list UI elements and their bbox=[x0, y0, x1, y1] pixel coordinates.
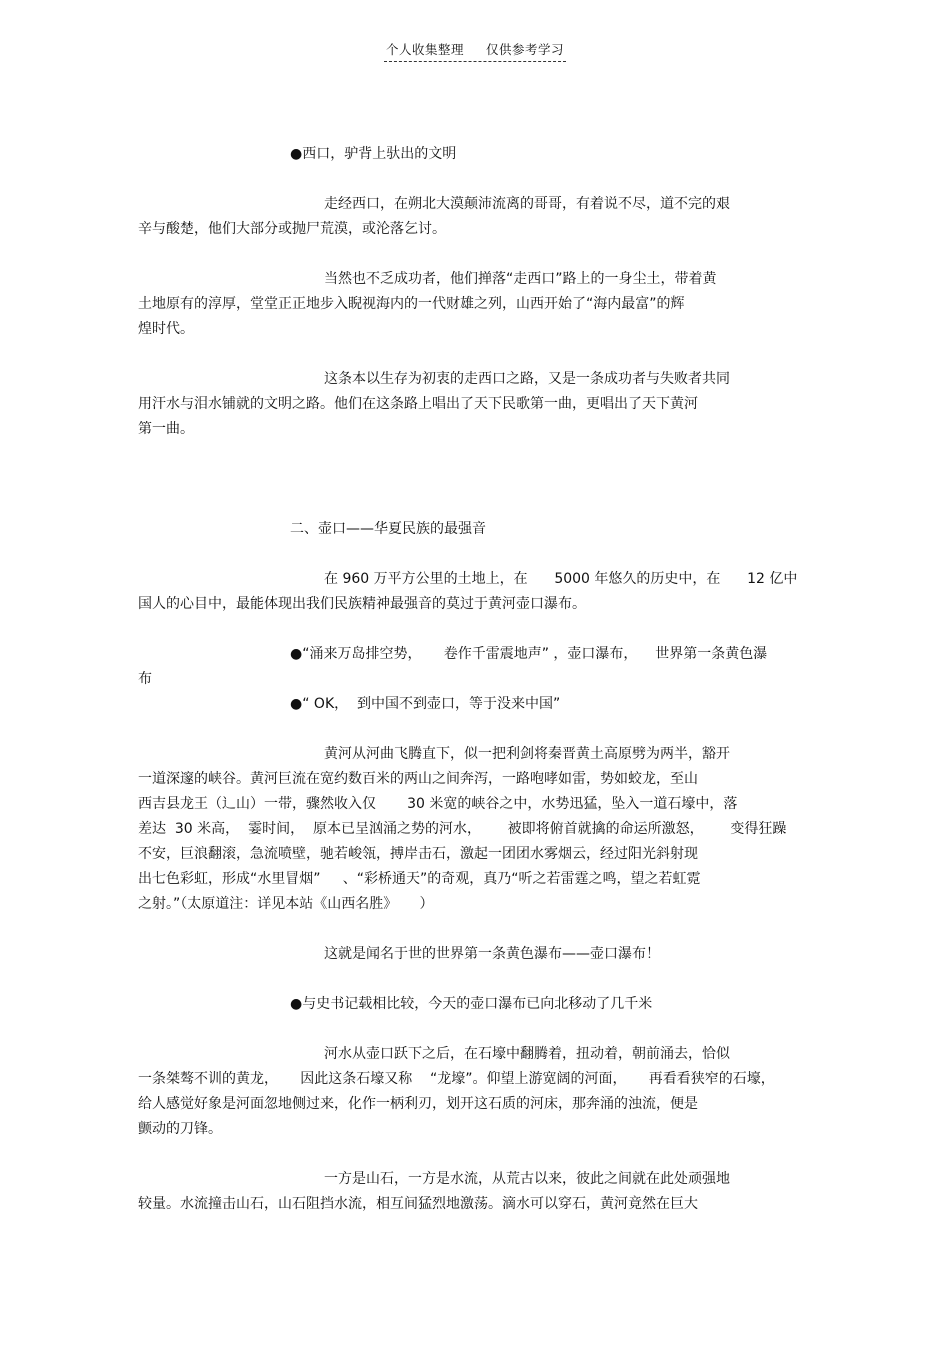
bullet-line: ●与史书记载相比较，今天的壶口瀑布已向北移动了几千米 bbox=[290, 996, 653, 1012]
paragraph-line: 河水从壶口跃下之后，在石壕中翻腾着，扭动着，朝前涌去，恰似 bbox=[324, 1046, 730, 1062]
paragraph-line: 之射。”（太原道注：详见本站《山西名胜》 ） bbox=[138, 896, 434, 912]
paragraph-line: 走经西口，在朔北大漠颠沛流离的哥哥，有着说不尽，道不完的艰 bbox=[324, 196, 730, 212]
paragraph-line: 较量。水流撞击山石，山石阻挡水流，相互间猛烈地激荡。滴水可以穿石，黄河竟然在巨大 bbox=[138, 1196, 698, 1212]
paragraph-line: 西吉县龙王（辶山）一带，骤然收入仅 30 米宽的峡谷之中，水势迅猛，坠入一道石壕中，落 bbox=[138, 796, 738, 812]
page-header bbox=[0, 40, 950, 62]
paragraph-line: 国人的心目中，最能体现出我们民族精神最强音的莫过于黄河壶口瀑布。 bbox=[138, 596, 586, 612]
paragraph-line: 不安，巨浪翻滚，急流喷壁，驰若峻瓴，搏岸击石，激起一团团水雾烟云，经过阳光斜射现 bbox=[138, 846, 698, 862]
paragraph-line: 在 960 万平方公里的土地上，在 5000 年悠久的历史中，在 12 亿中 bbox=[324, 571, 798, 587]
header-underline bbox=[384, 40, 566, 62]
paragraph-line: 第一曲。 bbox=[138, 421, 194, 437]
header-right-text: 仅供参考学习 bbox=[486, 42, 565, 57]
header-left-text: 个人收集整理 bbox=[385, 42, 464, 57]
paragraph-line: 土地原有的淳厚，堂堂正正地步入睨视海内的一代财雄之列，山西开始了“海内最富”的辉 bbox=[138, 296, 685, 312]
paragraph-line: 出七色彩虹，形成“水里冒烟” 、“彩桥通天”的奇观，真乃“听之若雷霆之鸣，望之若虹霓 bbox=[138, 871, 701, 887]
paragraph-line: 颤动的刀锋。 bbox=[138, 1121, 222, 1137]
paragraph-line: 差达 30 米高， 霎时间， 原本已呈汹涌之势的河水， 被即将俯首就擒的命运所激怒， 变得狂躁 bbox=[138, 821, 787, 837]
paragraph-line: 用汗水与泪水铺就的文明之路。他们在这条路上唱出了天下民歌第一曲，更唱出了天下黄河 bbox=[138, 396, 698, 412]
paragraph-line: 煌时代。 bbox=[138, 321, 194, 337]
section-heading-hukou: 二、壶口——华夏民族的最强音 bbox=[290, 521, 486, 537]
paragraph-line: 布 bbox=[138, 671, 152, 687]
paragraph-line: 一条桀骜不训的黄龙， 因此这条石壕又称 “龙壕”。仰望上游宽阔的河面， 再看看狭窄的石壕， bbox=[138, 1071, 775, 1087]
paragraph-line: 当然也不乏成功者，他们掸落“走西口”路上的一身尘土，带着黄 bbox=[324, 271, 717, 287]
paragraph-line: 这条本以生存为初衷的走西口之路，又是一条成功者与失败者共同 bbox=[324, 371, 730, 387]
paragraph-line: 这就是闻名于世的世界第一条黄色瀑布——壶口瀑布！ bbox=[324, 946, 660, 962]
paragraph-line: 辛与酸楚，他们大部分或抛尸荒漠，或沦落乞讨。 bbox=[138, 221, 446, 237]
bullet-line: ●“ OK， 到中国不到壶口，等于没来中国” bbox=[290, 696, 561, 712]
paragraph-line: 一方是山石，一方是水流，从荒古以来，彼此之间就在此处顽强地 bbox=[324, 1171, 730, 1187]
paragraph-line: 给人感觉好象是河面忽地侧过来，化作一柄利刃，划开这石质的河床，那奔涌的浊流，便是 bbox=[138, 1096, 698, 1112]
bullet-line: ●“涌来万岛排空势， 卷作千雷震地声” ，壶口瀑布， 世界第一条黄色瀑 bbox=[290, 646, 768, 662]
paragraph-line: 黄河从河曲飞腾直下，似一把利剑将秦晋黄土高原劈为两半，豁开 bbox=[324, 746, 730, 762]
paragraph-line: 一道深邃的峡谷。黄河巨流在宽约数百米的两山之间奔泻，一路咆哮如雷，势如蛟龙，至山 bbox=[138, 771, 698, 787]
section-heading-xikou: ●西口，驴背上驮出的文明 bbox=[290, 146, 457, 162]
